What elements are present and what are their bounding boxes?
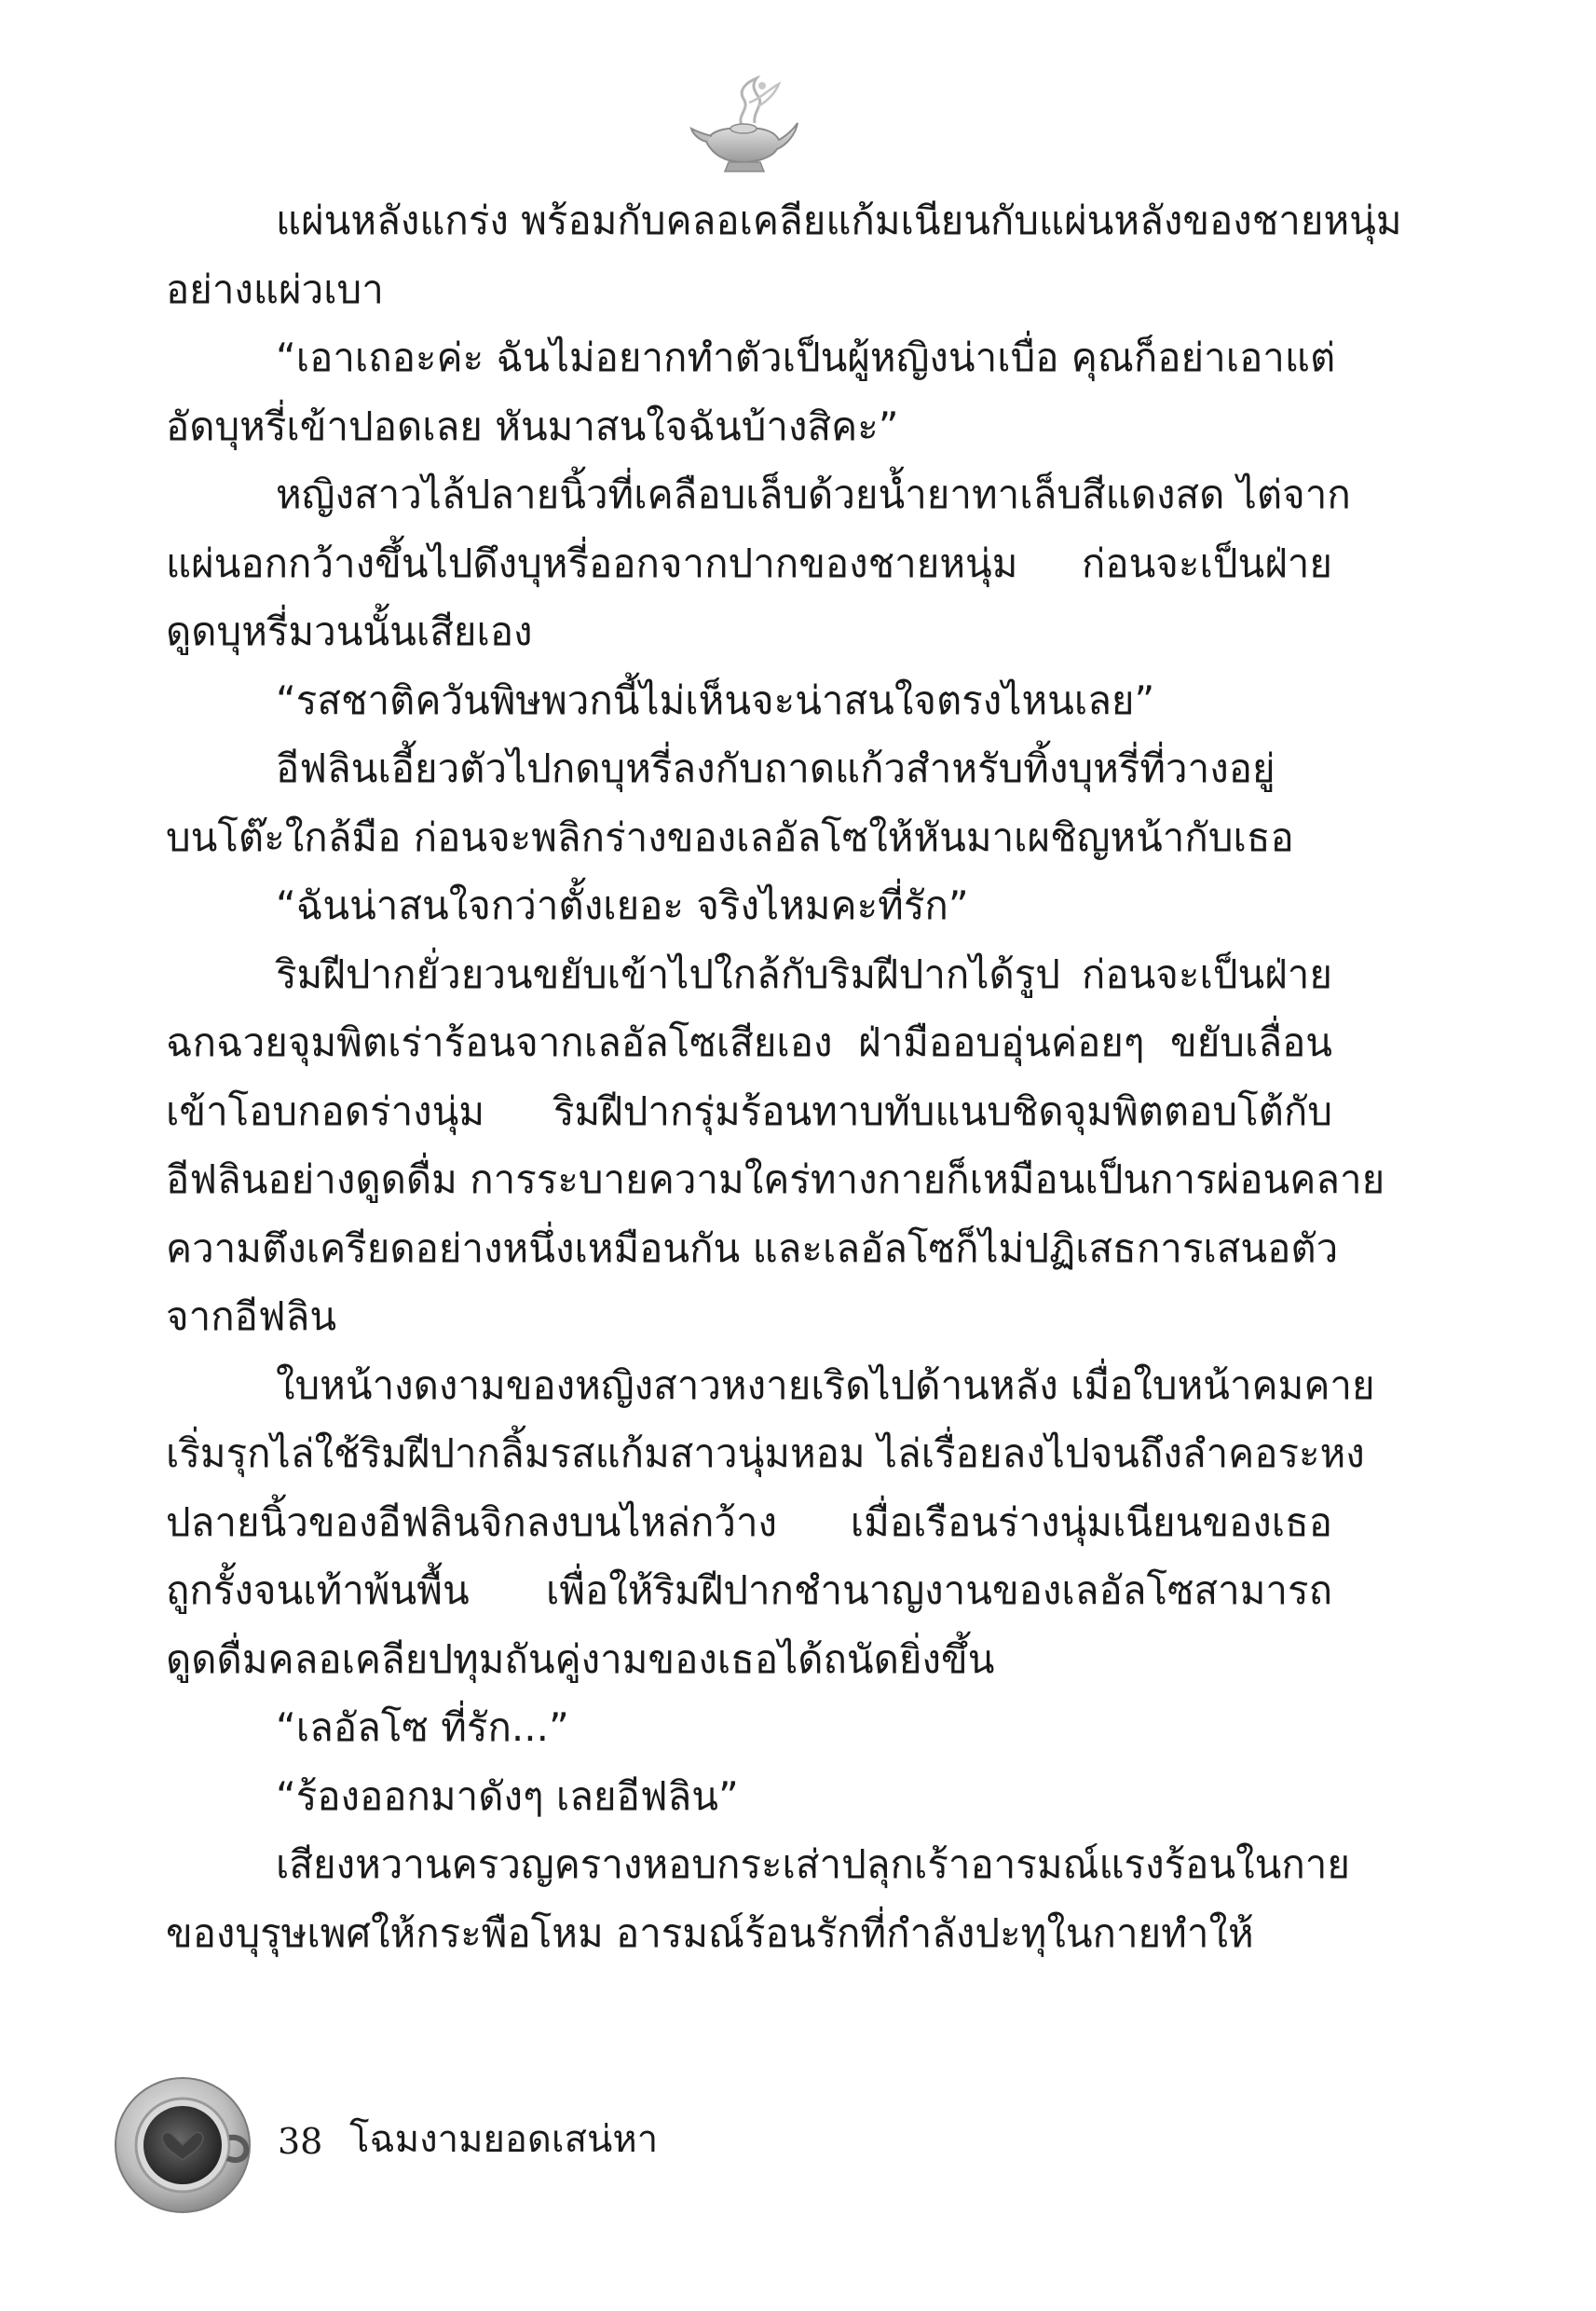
text-line: อีฟลินอย่างดูดดื่ม การระบายความใคร่ทางกายก็เหมือนเป็นการผ่อนคลาย <box>166 1156 1385 1202</box>
text-line: เริ่มรุกไล่ใช้ริมฝีปากลิ้มรสแก้มสาวนุ่มหอม ไล่เรื่อยลงไปจนถึงลำคอระหง <box>166 1430 1365 1476</box>
body-text <box>166 186 1402 1967</box>
text-line: ฉกฉวยจุมพิตเร่าร้อนจากเลอัลโซเสียเอง ฝ่ามืออบอุ่นค่อยๆ ขยับเลื่อน <box>166 1019 1332 1065</box>
text-line: อย่างแผ่วเบา <box>166 266 384 312</box>
text-line: ของบุรุษเพศให้กระพือโหม อารมณ์ร้อนรักที่กำลังปะทุในกายทำให้ <box>166 1909 1254 1956</box>
text-line: ปลายนิ้วของอีฟลินจิกลงบนไหล่กว้าง เมื่อเรือนร่างนุ่มเนียนของเธอ <box>166 1498 1332 1545</box>
text-line: ใบหน้างดงามของหญิงสาวหงายเริดไปด้านหลัง เมื่อใบหน้าคมคาย <box>276 1361 1375 1408</box>
magic-lamp-icon <box>689 75 801 177</box>
text-line: อัดบุหรี่เข้าปอดเลย หันมาสนใจฉันบ้างสิคะ” <box>166 403 899 449</box>
page-number: 38 <box>278 2121 323 2162</box>
book-title: โฉมงามยอดเสน่หา <box>349 2118 659 2161</box>
text-line: ดูดดื่มคลอเคลียปทุมถันคู่งามของเธอได้ถนัดยิ่งขึ้น <box>166 1635 995 1682</box>
text-line: ริมฝีปากยั่วยวนขยับเข้าไปใกล้กับริมฝีปากได้รูป ก่อนจะเป็นฝ่าย <box>276 950 1332 997</box>
coffee-cup-icon <box>112 2071 261 2220</box>
text-line: บนโต๊ะใกล้มือ ก่อนจะพลิกร่างของเลอัลโซให้หันมาเผชิญหน้ากับเธอ <box>166 814 1294 860</box>
text-line: อีฟลินเอี้ยวตัวไปกดบุหรี่ลงกับถาดแก้วสำหรับทิ้งบุหรี่ที่วางอยู่ <box>276 745 1275 791</box>
text-line: เข้าโอบกอดร่างนุ่ม ริมฝีปากรุ่มร้อนทาบทับแนบชิดจุมพิตตอบโต้กับ <box>166 1087 1332 1134</box>
text-line: ความตึงเครียดอย่างหนึ่งเหมือนกัน และเลอัลโซก็ไม่ปฏิเสธการเสนอตัว <box>166 1224 1339 1271</box>
text-line: แผ่นหลังแกร่ง พร้อมกับคลอเคลียแก้มเนียนกับแผ่นหลังของชายหนุ่ม <box>276 198 1402 243</box>
text-line: “เอาเถอะค่ะ ฉันไม่อยากทำตัวเป็นผู้หญิงน่าเบื่อ คุณก็อย่าเอาแต่ <box>276 335 1336 380</box>
text-line: “รสชาติควันพิษพวกนี้ไม่เห็นจะน่าสนใจตรงไหนเลย” <box>276 677 1155 723</box>
text-line: ดูดบุหรี่มวนนั้นเสียเอง <box>166 609 533 654</box>
text-line: แผ่นอกกว้างขึ้นไปดึงบุหรี่ออกจากปากของชายหนุ่ม ก่อนจะเป็นฝ่าย <box>166 540 1332 586</box>
text-line: เสียงหวานครวญครางหอบกระเส่าปลุกเร้าอารมณ์แรงร้อนในกาย <box>276 1841 1350 1887</box>
text-line: “ร้องออกมาดังๆ เลยอีฟลิน” <box>276 1772 739 1819</box>
text-line: ถูกรั้งจนเท้าพ้นพื้น เพื่อให้ริมฝีปากชำนาญงานของเลอัลโซสามารถ <box>166 1567 1332 1613</box>
text-line: “เลอัลโซ ที่รัก...” <box>276 1704 569 1750</box>
text-line: จากอีฟลิน <box>166 1293 337 1339</box>
text-line: หญิงสาวไล้ปลายนิ้วที่เคลือบเล็บด้วยน้ำยาทาเล็บสีแดงสด ไต่จาก <box>276 472 1351 517</box>
page-footer <box>112 2071 857 2229</box>
text-line: “ฉันน่าสนใจกว่าตั้งเยอะ จริงไหมคะที่รัก” <box>276 882 969 928</box>
